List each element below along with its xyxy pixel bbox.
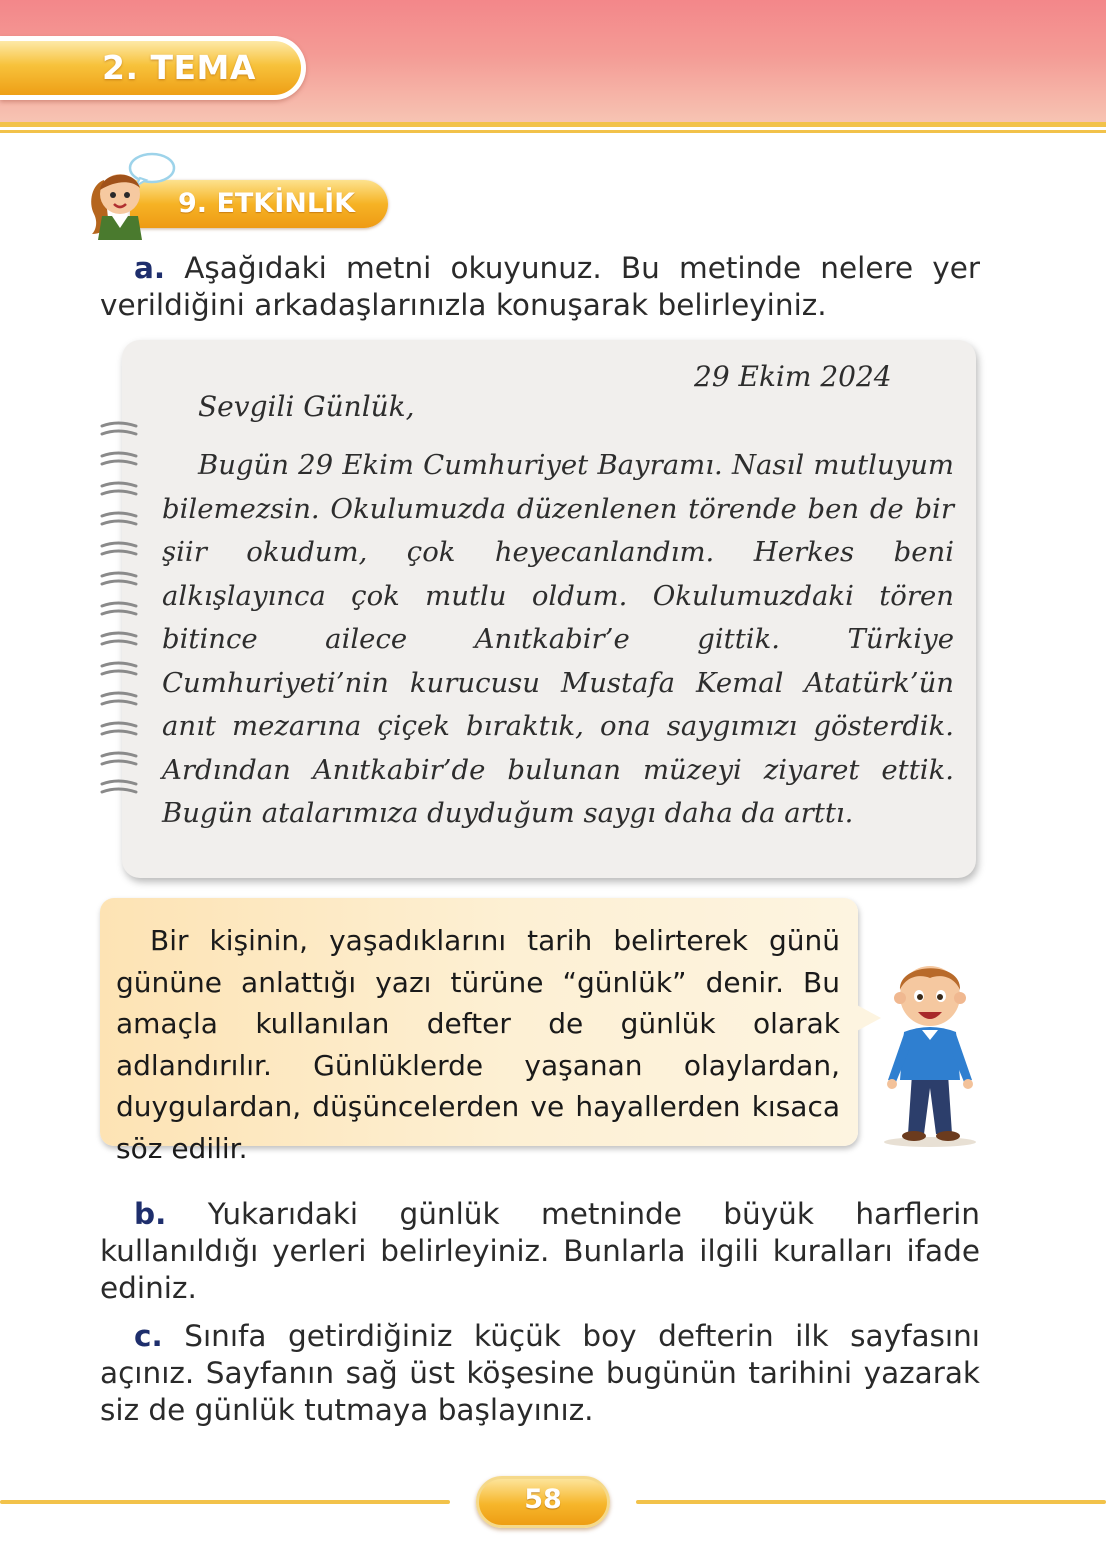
task-a-text: Aşağıdaki metni okuyunuz. Bu metinde nelere yer verildiğini arkadaşlarınızla konuşarak belirleyiniz. <box>100 251 980 322</box>
activity-title: 9. ETKİNLİK <box>178 188 356 219</box>
task-c-paragraph <box>100 1318 980 1429</box>
footer-line-right <box>636 1500 1106 1504</box>
task-b-paragraph <box>100 1196 980 1307</box>
theme-title: 2. TEMA <box>102 48 256 87</box>
definition-text: Bir kişinin, yaşadıklarını tarih belirterek günü gününe anlattığı yazı türüne “günlük” denir. Bu amaçla kullanılan defter de günlük olarak adlandırılır. Günlüklerde yaşanan olaylardan, duygulardan, düşüncelerden ve hayallerden kısaca söz edilir. <box>116 924 840 1165</box>
girl-mascot-icon <box>82 150 178 240</box>
notebook-spiral-icon <box>96 418 144 798</box>
diary-body-text: Bugün 29 Ekim Cumhuriyet Bayramı. Nasıl mutluyum bilemezsin. Okulumuzda düzenlenen törende ben de bir şiir okudum, çok heyecanlandım. Herkes beni alkışlayınca çok mutlu oldum. Okulumuzdaki tören bitince ailece Anıtkabir’e gittik. Türkiye Cumhuriyeti’nin kurucusu Mustafa Kemal Atatürk’ün anıt mezarına çiçek bıraktık, ona saygımızı gösterdik. Ardından Anıtkabir’de bulunan müzeyi ziyaret ettik. Bugün atalarımıza duyduğum saygı daha da arttı. <box>162 449 954 829</box>
definition-text-block <box>116 920 840 1169</box>
task-c-text: Sınıfa getirdiğiniz küçük boy defterin ilk sayfasını açınız. Sayfanın sağ üst köşesine bugünün tarihini yazarak siz de günlük tutmaya başlayınız. <box>100 1319 980 1427</box>
diary-date: 29 Ekim 2024 <box>694 360 892 393</box>
task-c-marker: c. <box>134 1319 163 1353</box>
task-b-text: Yukarıdaki günlük metninde büyük harflerin kullanıldığı yerleri belirleyiniz. Bunlarla ilgili kuralları ifade ediniz. <box>100 1197 980 1305</box>
task-b-marker: b. <box>134 1197 167 1231</box>
diary-greeting: Sevgili Günlük, <box>198 390 415 423</box>
boy-mascot-icon <box>878 952 982 1148</box>
header-divider-thin <box>0 130 1106 133</box>
footer-line-left <box>0 1500 450 1504</box>
task-a-paragraph <box>100 250 980 324</box>
diary-body <box>162 444 954 836</box>
page-number: 58 <box>524 1484 562 1515</box>
task-a-marker: a. <box>134 251 166 285</box>
